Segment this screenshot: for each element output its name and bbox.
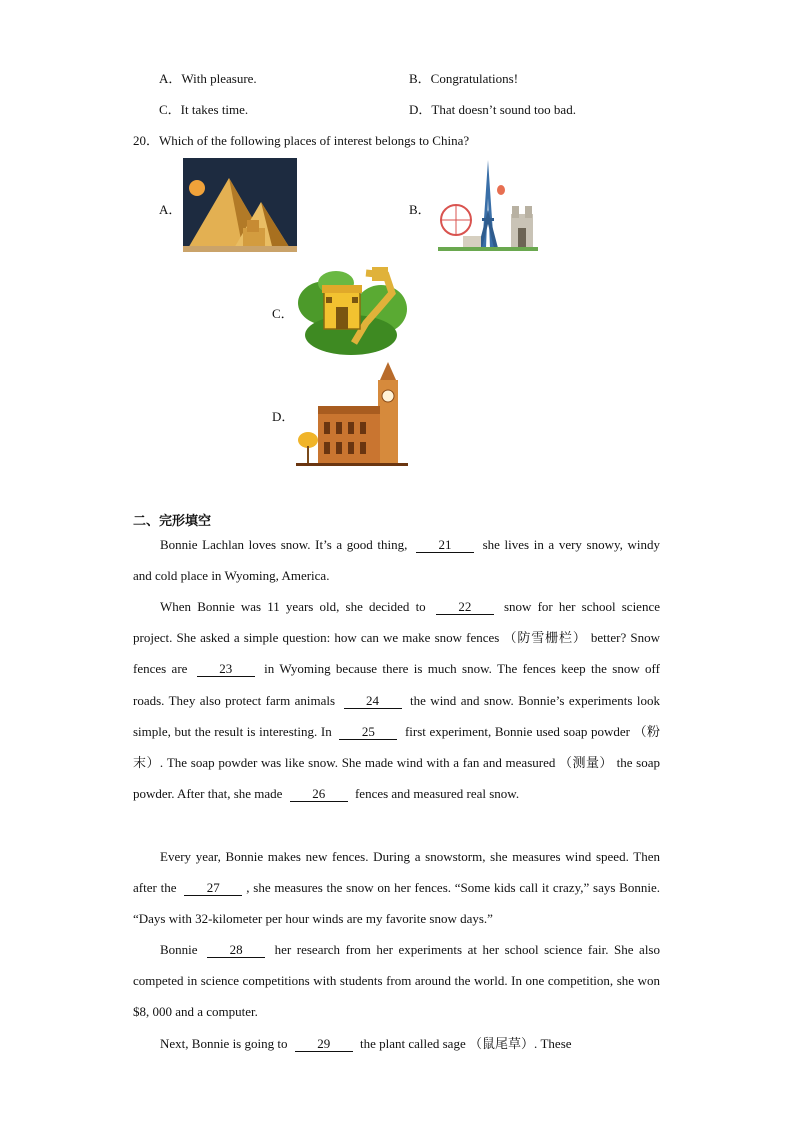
- q20-option-d-label: D．: [272, 409, 295, 424]
- great-wall-icon: [296, 263, 408, 355]
- section-title: 二、完形填空: [133, 514, 212, 529]
- blank-26[interactable]: 26: [290, 787, 348, 802]
- passage-paragraph-2: When Bonnie was 11 years old, she decided to 22 snow for her school science project. She asked a simple question: how can we make snow fences （防雪栅栏） better? Snow fences are 23 in Wyoming because there is much snow. The fences keep the snow off roads. They also protect farm animals 24 the wind and snow. Bonnie’s experiments look simple, but the result is interesting. In 25 first experiment, Bonnie used soap powder （粉末）. The soap powder was like snow. She made wind with a fan and measured （测量） the soap powder. After that, she made 26 fences and measured real snow.: [133, 599, 661, 802]
- pyramids-icon: [183, 158, 297, 252]
- passage-paragraph-1: Bonnie Lachlan loves snow. It’s a good thing, 21 she lives in a very snowy, windy and cold place in Wyoming, America.: [133, 537, 660, 584]
- blank-25[interactable]: 25: [339, 725, 397, 740]
- option-d: D．That doesn’t sound too bad.: [409, 102, 576, 117]
- blank-24[interactable]: 24: [344, 694, 402, 709]
- question-20: 20．Which of the following places of interest belongs to China?: [133, 133, 470, 148]
- blank-29[interactable]: 29: [295, 1037, 353, 1052]
- option-b: B．Congratulations!: [409, 71, 519, 86]
- q20-option-c-label: C．: [272, 306, 294, 321]
- passage-paragraph-5: Next, Bonnie is going to 29 the plant called sage （鼠尾草）. These: [160, 1036, 572, 1051]
- blank-23[interactable]: 23: [197, 662, 255, 677]
- q20-option-b-label: B．: [409, 202, 431, 217]
- blank-28[interactable]: 28: [207, 943, 265, 958]
- passage-paragraph-4: Bonnie 28 her research from her experiments at her school science fair. She also competed in science competitions with students from around the world. In one competition, she won $8, 000 and a computer.: [133, 942, 660, 1020]
- eiffel-tower-paris-icon: [438, 158, 538, 254]
- blank-22[interactable]: 22: [436, 600, 494, 615]
- option-c: C．It takes time.: [159, 102, 249, 117]
- option-a: A．With pleasure.: [159, 71, 257, 86]
- q20-option-a-label: A．: [159, 202, 182, 217]
- blank-27[interactable]: 27: [184, 881, 242, 896]
- big-ben-icon: [296, 362, 408, 466]
- blank-21[interactable]: 21: [416, 538, 474, 553]
- passage-paragraph-3: Every year, Bonnie makes new fences. During a snowstorm, she measures wind speed. Then after the 27 , she measures the snow on her fences. “Some kids call it crazy,” says Bonnie. “Days with 32-kilometer per hour winds are my favorite snow days.”: [133, 849, 660, 927]
